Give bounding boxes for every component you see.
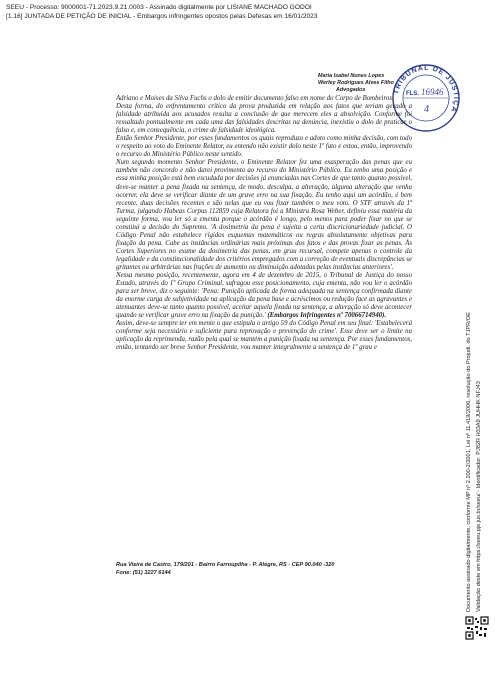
body-paragraph: Desta forma, do enfrentamento crítico da prova produzida em relação aos fatos que teriam gerado a falsidade atribuída aos acusados resulta a conclusão de que merecem eles a absolvição. Conforme foi ressaltado pontualmente em cada uma das falsidades descritas na denúncia, inexistiu o dolo de praticar o falso e, em consequência, o crime de falsidade ideológica. bbox=[116, 103, 412, 135]
body-paragraph-text: Nessa mesma posição, recentemente, agora em 4 de dezembro de 2015, o Tribunal de Justiça do nosso Estado, através do 1º Grupo Criminal, sufragou esse posicionamento, cuja ementa, não vou ler o acórdão para ser breve, diz o seguinte: 'Pena: Punição aplicada de forma adequada na sentença confirmada diante da enorme carga de subjetividade na aplicação da pena base e acréscimos ou redução face as agravantes e atenuantes deve-se tanto quanto possível, aceitar aquela fixada na sentença, a alteração só deve acontecer quando se verificar grave erro na fixação da punição.' bbox=[116, 272, 412, 320]
body-paragraph: Adriano e Moises da Silva Fuchs o dolo de emitir documento falso em nome do Corpo de Bombeiros. bbox=[116, 95, 394, 102]
lawyer-name-2: Werley Rodrigues Alves Filho bbox=[318, 80, 394, 86]
body-paragraph: Assim, deve-se sempre ter em mente o que estipula o artigo 59 do Código Penal em seu final: 'Estabelecerá conforme seja necessário e suficiente para reprovação e prevenção do crime'. Esse deve ser o limite na aplicação da reprimenda, razão pela qual se mantém a punição fixada na sentença. Por esses fundamentos, então, tentando ser breve Senhor Presidente, vou manter integralmente a sentença de 1º grau e bbox=[116, 320, 412, 352]
petition-body bbox=[116, 95, 412, 353]
stamp-ring-text: TRIBUNAL DE JUSTIÇA bbox=[393, 64, 460, 114]
lawyers-signature-block bbox=[318, 73, 438, 94]
stamp-sub-number: 4 bbox=[424, 104, 429, 115]
stamp-page-number: 16946 bbox=[421, 87, 444, 97]
signature-notice: Documento assinado digitalmente, conforme MP nº 2.200-2/2001, Lei nº 11.419/2006, resolução do Projudi, do TJPR/OE bbox=[466, 312, 472, 612]
lawyers-role: Advogados bbox=[336, 87, 366, 93]
body-paragraph: Num segundo momento Senhor Presidente, o Eminente Relator fez uma exasperação das penas que eu também não concordo e não darei provimento ao recurso do Ministério Público. Eu tenho uma posição e essa minha posição está bem escudada por decisões já enunciadas nas Cortes de que tanto quanto possível, deve-se manter a pena fixada na sentença, de modo, desculpa, a alteração, alguma alteração que venha ocorrer, ela deve se verificar diante de um grave erro na sua fixação. Eu tenho aqui um acórdão, é bem recente, duas decisões recentes e são nelas que eu vou fixar também o meu voto. O STF através da 1ª Turma, julgando Habeas Corpus 112859 cuja Relatora foi a Ministra Rosa Weber, definiu essa matéria da seguinte forma, vou ler só a ementa porque o acórdão é longo, pelo menos para poder fixar no que se constitui a decisão do Supremo. 'A dosimetria da pena é sujeita a certa discricionariedade judicial. O Código Penal não estabelece rígidos esquemas matemáticos ou regras absolutamente objetivas para fixação da pena. Cabe as instâncias ordinárias mais próximas dos fatos e das provas fixar as penas. Às Cortes Superiores no exame da dosimetria das penas, em grau recursal, compete apenas o controle da legalidade e da constitucionalidade dos critérios empregados com a correção de eventuais discrepâncias se gritantes ou arbitrárias nas frações de aumento ou diminuição adotadas pelas instâncias anteriores'. bbox=[116, 159, 412, 271]
office-footer bbox=[116, 562, 416, 577]
document-header bbox=[6, 3, 446, 21]
body-paragraph bbox=[116, 272, 412, 320]
header-filing-line: [1.16] JUNTADA DE PETIÇÃO DE INICIAL - Embargos infringentes opostos pelas Defesas em 16/01/2023 bbox=[6, 13, 318, 20]
validation-qr-code bbox=[465, 616, 489, 640]
footer-phone: Fone: (51) 3227 6144 bbox=[116, 569, 171, 576]
case-reference: (Embargos Infringentes nº 70066714940). bbox=[267, 312, 387, 320]
stamp-fls-label: FLS. bbox=[406, 91, 419, 97]
footer-address: Rua Vieira de Castro, 179/201 - Bairro Farroupilha - P. Alegre, RS - CEP 90.040 -320 bbox=[116, 562, 335, 568]
lawyer-name-1: Maria Isabel Nunes Lopes bbox=[318, 73, 385, 79]
header-process-line: SEEU - Processo: 9000001-71.2023.9.21.0003 - Assinado digitalmente por LISIANE MACHADO GODOI bbox=[6, 4, 312, 11]
validation-notice: Validação deste em https://seeu.pje.jus.br/seeu/ - Identificador: PJ82R H33A9 JUHHK NFJ43 bbox=[476, 381, 482, 612]
body-paragraph: Então Senhor Presidente, por esses fundamentos os quais reproduzo e adoto como minha decisão, com todo o respeito ao voto do Eminente Relator, eu entendo não existir dolo neste 1º fato e estou, então, improvendo o recurso do Ministério Público neste sentido. bbox=[116, 135, 412, 159]
